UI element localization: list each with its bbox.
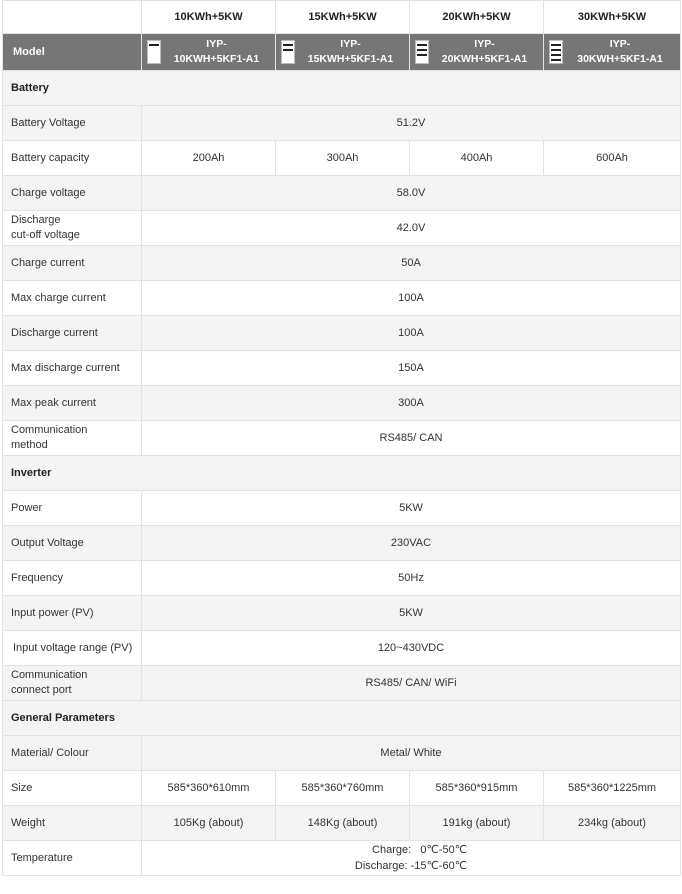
row-value: 100A — [142, 281, 681, 316]
model-cell — [544, 34, 681, 71]
temperature-charge: Charge: 0℃-50℃ — [372, 844, 468, 856]
row-label: Power — [3, 491, 142, 526]
row-label: Input power (PV) — [3, 596, 142, 631]
table-row — [3, 246, 681, 281]
section-row-battery — [3, 71, 681, 106]
table-row — [3, 316, 681, 351]
row-value: 42.0V — [142, 211, 681, 246]
column-header: 10KWh+5KW — [142, 1, 276, 34]
battery-unit-icon — [415, 40, 429, 64]
row-value: 230VAC — [142, 526, 681, 561]
row-value: 400Ah — [410, 141, 544, 176]
row-value: 58.0V — [142, 176, 681, 211]
row-label: Frequency — [3, 561, 142, 596]
column-header: 20KWh+5KW — [410, 1, 544, 34]
model-name: IYP- 30KWH+5KF1-A1 — [577, 38, 663, 65]
table-row — [3, 561, 681, 596]
section-row-inverter — [3, 456, 681, 491]
row-label: Battery Voltage — [3, 106, 142, 141]
header-blank — [3, 1, 142, 34]
spec-table — [2, 0, 681, 876]
table-row — [3, 631, 681, 666]
table-row — [3, 421, 681, 456]
row-value: 100A — [142, 316, 681, 351]
column-header: 30KWh+5KW — [544, 1, 681, 34]
row-label: Size — [3, 771, 142, 806]
row-value: RS485/ CAN — [142, 421, 681, 456]
battery-unit-icon — [549, 40, 563, 64]
row-value: 148Kg (about) — [276, 806, 410, 841]
table-row — [3, 386, 681, 421]
row-value: 5KW — [142, 491, 681, 526]
table-row — [3, 841, 681, 876]
row-label: Communication method — [3, 421, 142, 456]
section-title: Inverter — [3, 456, 681, 491]
row-value — [142, 841, 681, 876]
row-label: Discharge current — [3, 316, 142, 351]
row-label: Output Voltage — [3, 526, 142, 561]
row-label: Max discharge current — [3, 351, 142, 386]
model-label: Model — [3, 34, 142, 71]
row-value: Metal/ White — [142, 736, 681, 771]
temperature-discharge: Discharge: -15℃-60℃ — [354, 860, 468, 872]
row-value: RS485/ CAN/ WiFi — [142, 666, 681, 701]
table-row — [3, 351, 681, 386]
model-row — [3, 34, 681, 71]
model-cell — [142, 34, 276, 71]
section-row-general — [3, 701, 681, 736]
row-label: Temperature — [3, 841, 142, 876]
table-row — [3, 491, 681, 526]
row-value: 150A — [142, 351, 681, 386]
header-row — [3, 1, 681, 34]
row-value: 191kg (about) — [410, 806, 544, 841]
row-value: 300A — [142, 386, 681, 421]
row-value: 200Ah — [142, 141, 276, 176]
table-row — [3, 526, 681, 561]
row-value: 234kg (about) — [544, 806, 681, 841]
model-name: IYP- 15KWH+5KF1-A1 — [307, 38, 394, 65]
model-cell — [410, 34, 544, 71]
row-value: 600Ah — [544, 141, 681, 176]
row-label: Max peak current — [3, 386, 142, 421]
column-header: 15KWh+5KW — [276, 1, 410, 34]
table-row — [3, 281, 681, 316]
row-label: Charge voltage — [3, 176, 142, 211]
row-label: Battery capacity — [3, 141, 142, 176]
row-label: Discharge cut-off voltage — [3, 211, 142, 246]
row-value: 51.2V — [142, 106, 681, 141]
section-title: Battery — [3, 71, 681, 106]
table-row — [3, 106, 681, 141]
row-value: 50A — [142, 246, 681, 281]
battery-unit-icon — [281, 40, 295, 64]
row-value: 300Ah — [276, 141, 410, 176]
battery-unit-icon — [147, 40, 161, 64]
table-row — [3, 666, 681, 701]
model-name: IYP- 20KWH+5KF1-A1 — [441, 38, 528, 65]
section-title: General Parameters — [3, 701, 681, 736]
row-value: 105Kg (about) — [142, 806, 276, 841]
row-value: 50Hz — [142, 561, 681, 596]
table-row — [3, 141, 681, 176]
table-row — [3, 596, 681, 631]
row-label: Material/ Colour — [3, 736, 142, 771]
row-label: Communication connect port — [3, 666, 142, 701]
table-row — [3, 806, 681, 841]
row-label: Charge current — [3, 246, 142, 281]
row-label: Input voltage range (PV) — [3, 631, 142, 666]
row-value: 120~430VDC — [142, 631, 681, 666]
table-row — [3, 176, 681, 211]
row-value: 585*360*1225mm — [544, 771, 681, 806]
table-row — [3, 211, 681, 246]
table-row — [3, 736, 681, 771]
model-cell — [276, 34, 410, 71]
table-row — [3, 771, 681, 806]
model-name: IYP- 10KWH+5KF1-A1 — [173, 38, 260, 65]
row-value: 585*360*915mm — [410, 771, 544, 806]
row-label: Weight — [3, 806, 142, 841]
row-value: 585*360*760mm — [276, 771, 410, 806]
row-value: 585*360*610mm — [142, 771, 276, 806]
row-label: Max charge current — [3, 281, 142, 316]
row-value: 5KW — [142, 596, 681, 631]
